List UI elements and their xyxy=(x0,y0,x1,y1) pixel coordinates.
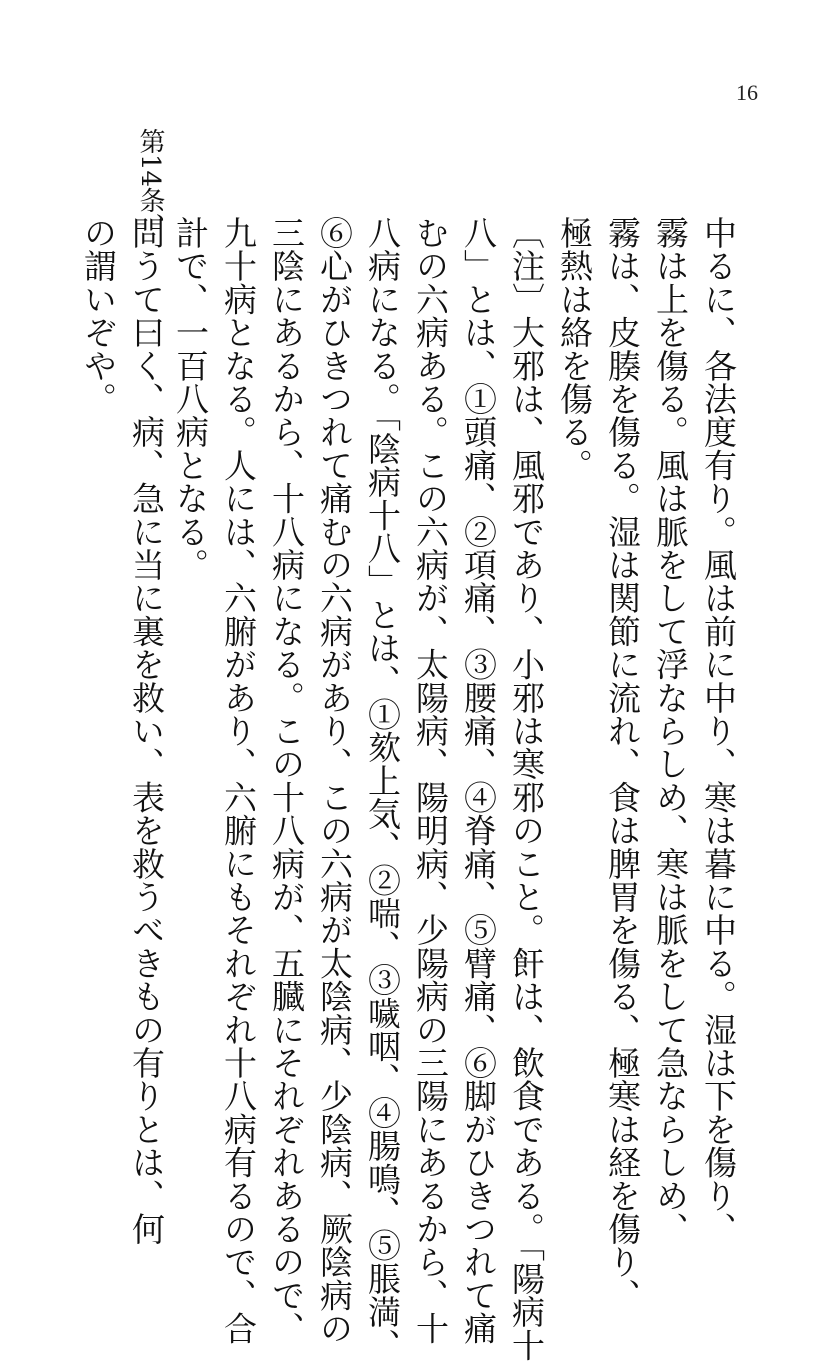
page-number: 16 xyxy=(736,80,758,105)
note-column: 八」とは、①頭痛、②項痛、③腰痛、④脊痛、⑤臂痛、⑥脚がひきつれて痛 xyxy=(459,216,498,1345)
text-column: 霧は上を傷る。風は脈をして浮ならしめ、寒は脈をして急ならしめ、 xyxy=(651,216,690,1246)
article-text-column: 問うて曰く、病、急に当に裏を救い、表を救うべきもの有りとは、何 xyxy=(127,216,166,1246)
note-column: 九十病となる。人には、六腑があり、六腑にもそれぞれ十八病有るので、合 xyxy=(219,216,258,1345)
note-column: 三陰にあるから、十八病になる。この十八病が、五臓にそれぞれあるので、 xyxy=(267,216,306,1345)
note-column: 〔注〕大邪は、風邪であり、小邪は寒邪のこと。飦は、飲食である。「陽病十 xyxy=(507,216,546,1362)
note-column: 八病になる。「陰病十八」とは、①欬上気、②喘、③噦咽、④腸鳴、⑤脹満、 xyxy=(363,216,402,1362)
note-column: ⑥心がひきつれて痛むの六病があり、この六病が太陰病、少陰病、厥陰病の xyxy=(315,216,354,1345)
article-label: 第14条、 xyxy=(135,128,165,240)
text-column: 霧は、皮腠を傷る。湿は関節に流れ、食は脾胃を傷る、極寒は経を傷り、 xyxy=(603,216,642,1312)
text-column: 極熱は絡を傷る。 xyxy=(555,216,594,482)
article-text-column: の謂いぞや。 xyxy=(79,216,118,416)
note-column: 計で、一百八病となる。 xyxy=(171,216,210,582)
note-column: むの六病ある。この六病が、太陽病、陽明病、少陽病の三陽にあるから、十 xyxy=(411,216,450,1345)
text-column: 中るに、各法度有り。風は前に中り、寒は暮に中る。湿は下を傷り、 xyxy=(699,216,738,1246)
